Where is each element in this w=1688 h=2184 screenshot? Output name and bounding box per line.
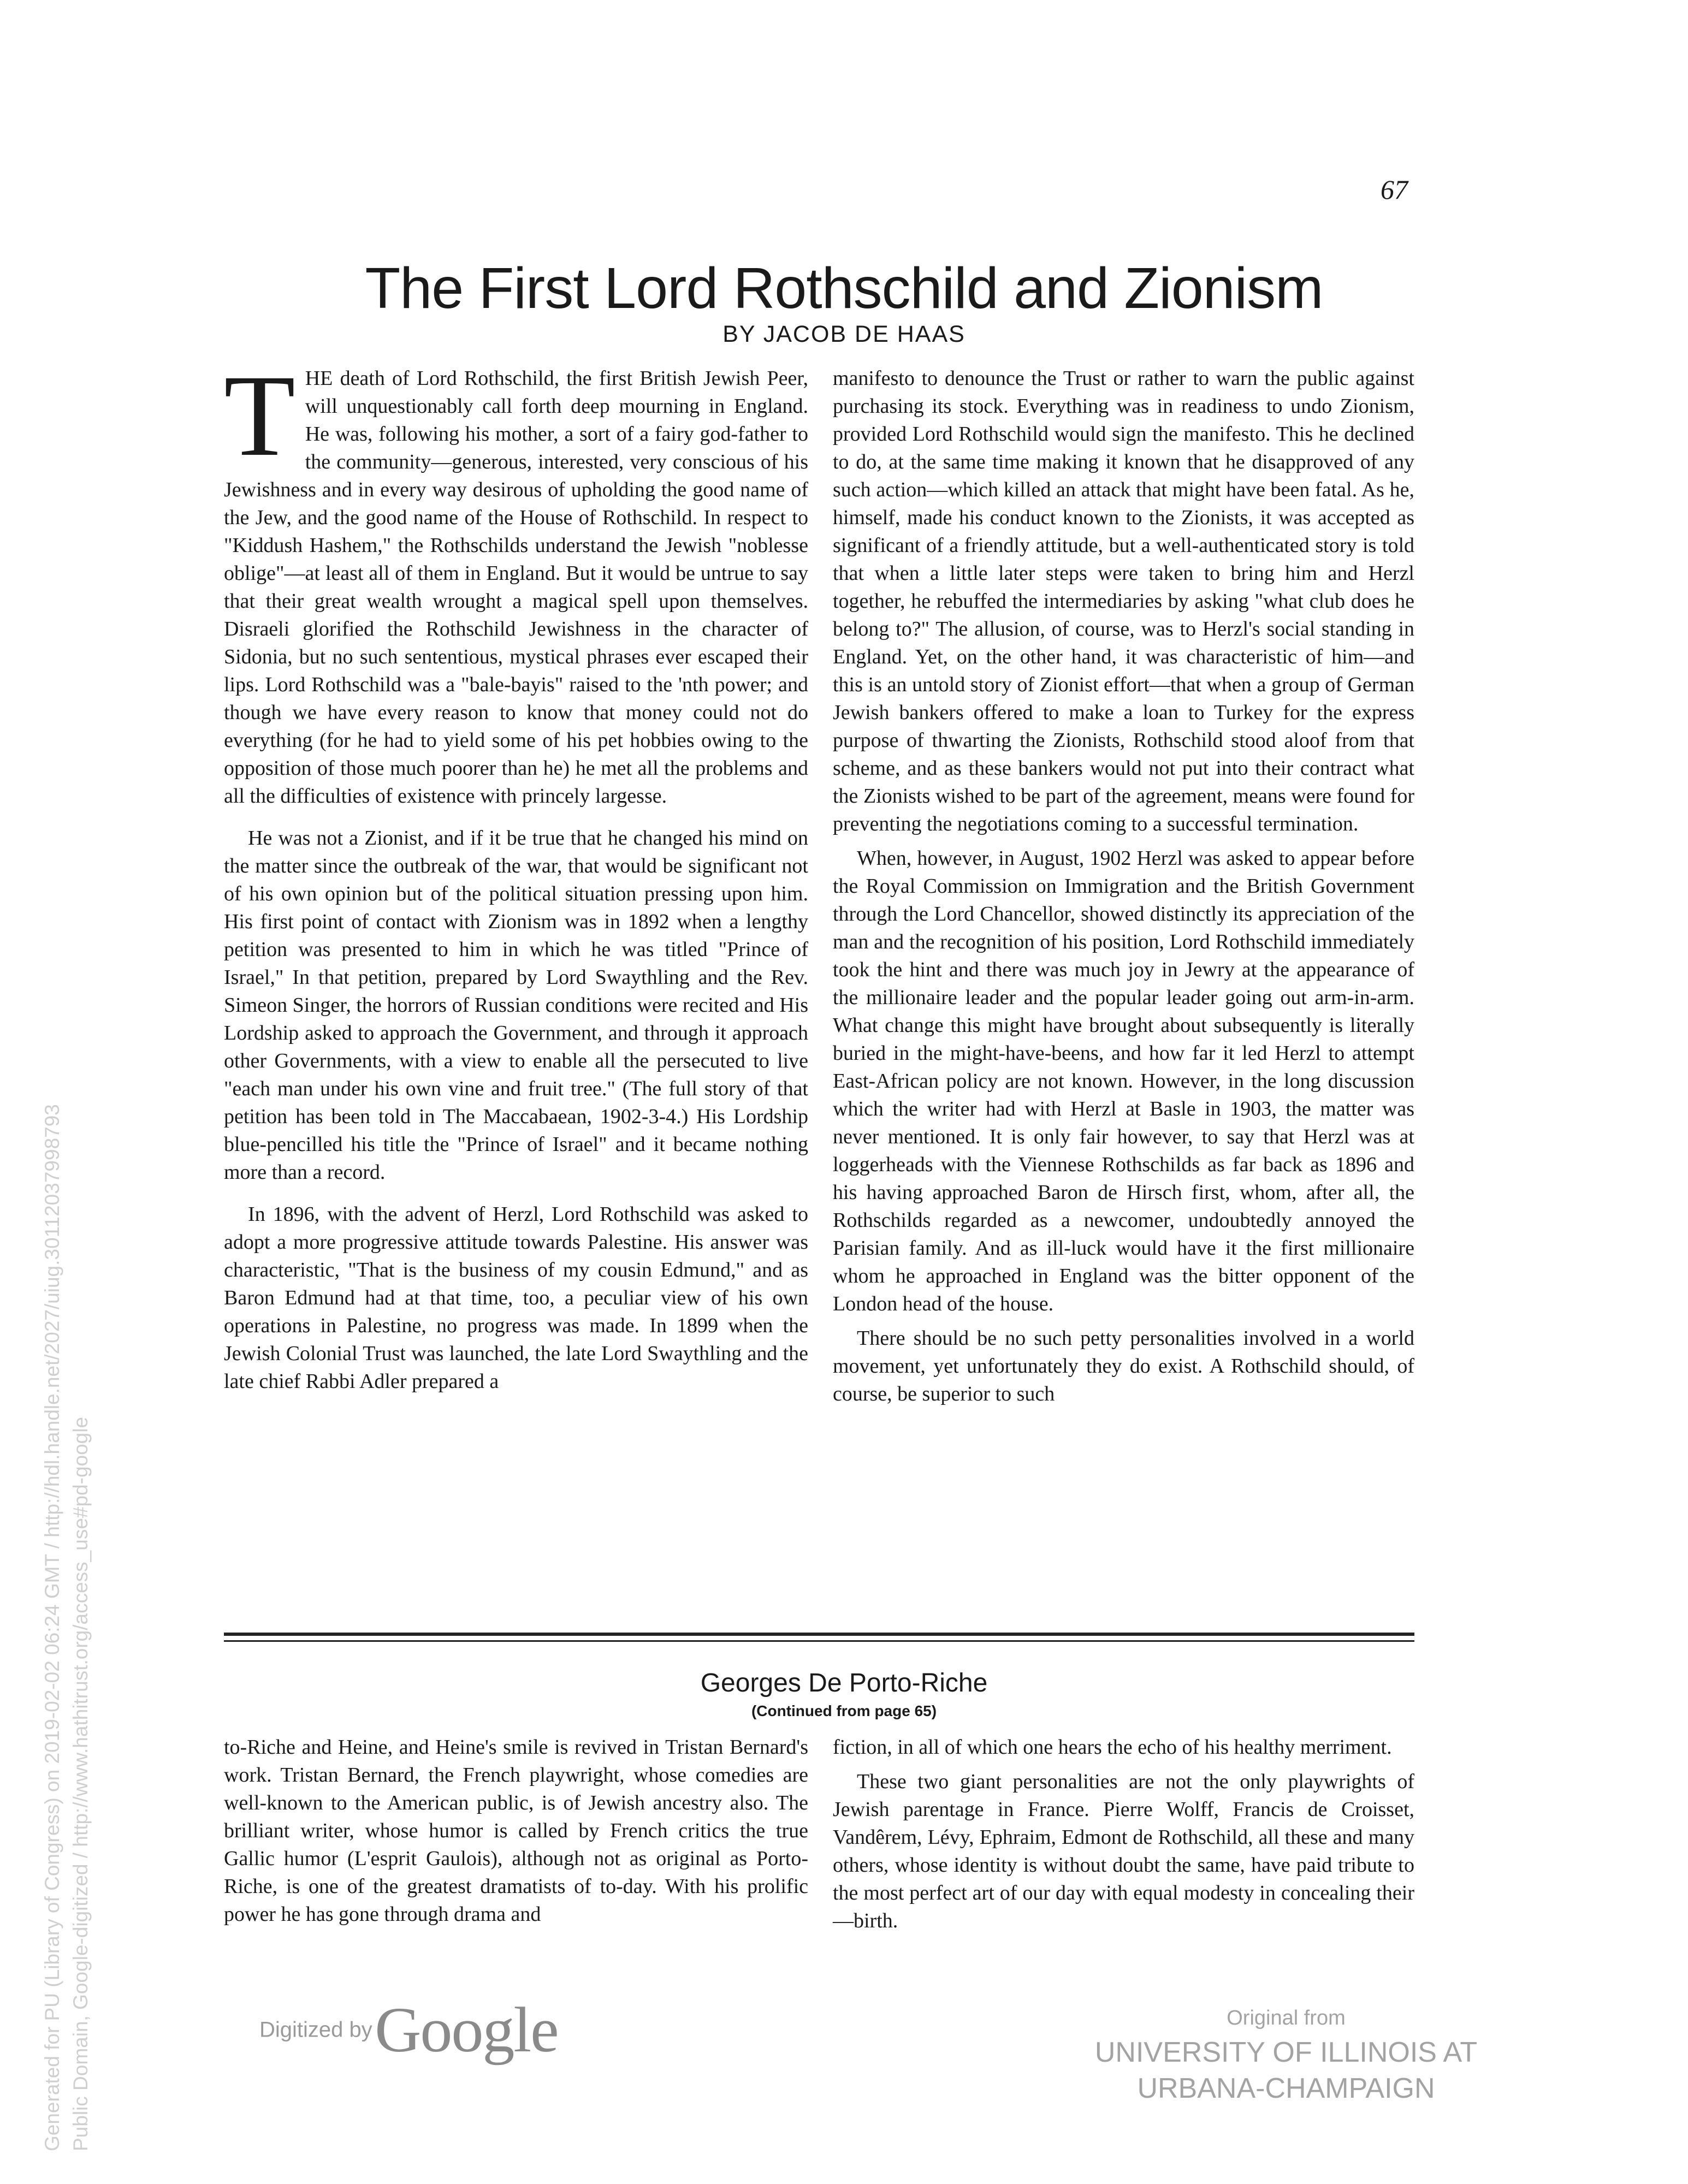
watermark-line-2: Public Domain, Google-digitized / http://www.hathitrust.org/access_use#pd-google (69, 1416, 92, 2151)
article-byline: BY JACOB DE HAAS (722, 321, 966, 347)
watermark-line-1: Generated for PU (Library of Congress) on 2019-02-02 06:24 GMT / http://hdl.handle.net/2027/uiug.30112037998793 (41, 1104, 63, 2151)
paragraph: fiction, in all of which one hears the echo of his healthy merriment. (833, 1736, 1392, 1759)
original-source (1054, 2007, 1518, 2106)
google-logo: Google (375, 1994, 558, 2066)
article-left-column (224, 351, 808, 1396)
continued-article-title: Georges De Porto-Riche (700, 1669, 988, 1698)
continued-note: (Continued from page 65) (751, 1702, 937, 1719)
digitized-by-google (259, 1993, 558, 2067)
page-number: 67 (1381, 174, 1408, 205)
paragraph: In 1896, with the advent of Herzl, Lord Rothschild was asked to adopt a more progressive attitude towards Palestine. His answer was characteristic, "That is the business of my cousin Edmund," and as Baron Edmund had at that time, too, a peculiar view of his own operations in Palestine, no progress was made. In 1899 when the Jewish Colonial Trust was launched, the late Lord Swaythling and the late chief Rabbi Adler prepared a (224, 1203, 808, 1393)
article-title: The First Lord Rothschild and Zionism (365, 256, 1323, 321)
drop-cap: T (224, 351, 295, 480)
paragraph: When, however, in August, 1902 Herzl was asked to appear before the Royal Commission on Immigration and the British Government through the Lord Chancellor, showed distinctly its appreciation of the man and the recognition of his position, Lord Rothschild immediately took the hint and there was much joy in Jewry at the appearance of the millionaire leader and the popular leader going out arm-in-arm. What change this might have brought about subsequently is literally buried in the might-have-beens, and how far it led Herzl to attempt East-African policy are not known. However, in the long discussion which the writer had with Herzl at Basle in 1903, the matter was never mentioned. It is only fair however, to say that Herzl was at loggerheads with the Viennese Rothschilds as far back as 1896 and his having approached Baron de Hirsch first, whom, after all, the Rothschilds regarded as a newcomer, undoubtedly annoyed the Parisian family. And as ill-luck would have it the first millionaire whom he approached in England was the bitter opponent of the London head of the house. (833, 847, 1414, 1315)
continued-left-column (224, 1734, 808, 1928)
section-divider-thin (224, 1640, 1414, 1642)
digitized-by-label: Digitized by (259, 2017, 372, 2042)
continued-right-column (833, 1734, 1414, 1935)
paragraph: There should be no such petty personalities involved in a world movement, yet unfortunately they do exist. A Rothschild should, of course, be superior to such (833, 1327, 1414, 1405)
institution-line-2: URBANA-CHAMPAIGN (1137, 2073, 1435, 2104)
institution-line-1: UNIVERSITY OF ILLINOIS AT (1094, 2037, 1478, 2068)
paragraph: These two giant personalities are not the only playwrights of Jewish parentage in France. Pierre Wolff, Francis de Croisset, Vandêrem, Lévy, Ephraim, Edmont de Rothschild, all these and many others, whose identity is without doubt the same, have paid tribute to the most perfect art of our day with equal modesty in concealing their—birth. (833, 1770, 1414, 1932)
section-divider (224, 1633, 1414, 1636)
paragraph (224, 351, 808, 810)
article-right-column (833, 365, 1414, 1408)
paragraph: manifesto to denounce the Trust or rather to warn the public against purchasing its stock. Everything was in readiness to undo Zionism, provided Lord Rothschild would sign the manifesto. This he declined to do, at the same time making it known that he disapproved of any such action—which killed an attack that might have been fatal. As he, himself, made his conduct known to the Zionists, it was accepted as significant of a friendly attitude, but a well-authenticated story is told that when a little later steps were taken to bring him and Herzl together, he rebuffed the intermediaries by asking "what club does he belong to?" The allusion, of course, was to Herzl's social standing in England. Yet, on the other hand, it was characteristic of him—and this is an untold story of Zionist effort—that when a group of German Jewish bankers offered to make a loan to Turkey for the express purpose of thwarting the Zionists, Rothschild stood aloof from that scheme, and as these bankers would not put into their contract what the Zionists wished to be part of the agreement, means were found for preventing the negotiations coming to a successful termination. (833, 367, 1414, 835)
original-from-label: Original from (1227, 2007, 1346, 2029)
paragraph-text: HE death of Lord Rothschild, the first British Jewish Peer, will unquestionably call forth deep mourning in England. He was, following his mother, a sort of a fairy god-father to the community—generous, interested, very conscious of his Jewishness and in every way desirous of upholding the good name of the Jew, and the good name of the House of Rothschild. In respect to "Kiddush Hashem," the Rothschilds understand the Jewish "noblesse oblige"—at least all of them in England. But it would be untrue to say that their great wealth wrought a magical spell upon themselves. Disraeli glorified the Rothschild Jewishness in the character of Sidonia, but no such sententious, mystical phrases ever escaped their lips. Lord Rothschild was a "bale-bayis" raised to the 'nth power; and though we have every reason to know that money could not do everything (for he had to yield some of his pet hobbies owing to the opposition of those much poorer than he) he met all the problems and all the difficulties of existence with princely largesse. (224, 367, 808, 808)
paragraph: He was not a Zionist, and if it be true that he changed his mind on the matter since the outbreak of the war, that would be significant not of his own opinion but of the political situation pressing upon him. His first point of contact with Zionism was in 1892 when a lengthy petition was presented to him in which he was titled "Prince of Israel," In that petition, prepared by Lord Swaythling and the Rev. Simeon Singer, the horrors of Russian conditions were recited and His Lordship asked to approach the Government, and through it approach other Governments, with a view to enable all the persecuted to live "each man under his own vine and fruit tree." (The full story of that petition has been told in The Maccabaean, 1902-3-4.) His Lordship blue-pencilled his title the "Prince of Israel" and it became nothing more than a record. (224, 827, 808, 1184)
hathitrust-watermark (38, 1104, 95, 2151)
paragraph: to-Riche and Heine, and Heine's smile is revived in Tristan Bernard's work. Tristan Bernard, the French playwright, whose comedies are well-known to the American public, is of Jewish ancestry also. The brilliant writer, whose humor is called by French critics the true Gallic humor (L'esprit Gaulois), although not as original as Porto-Riche, is one of the greatest dramatists of to-day. With his prolific power he has gone through drama and (224, 1736, 808, 1926)
